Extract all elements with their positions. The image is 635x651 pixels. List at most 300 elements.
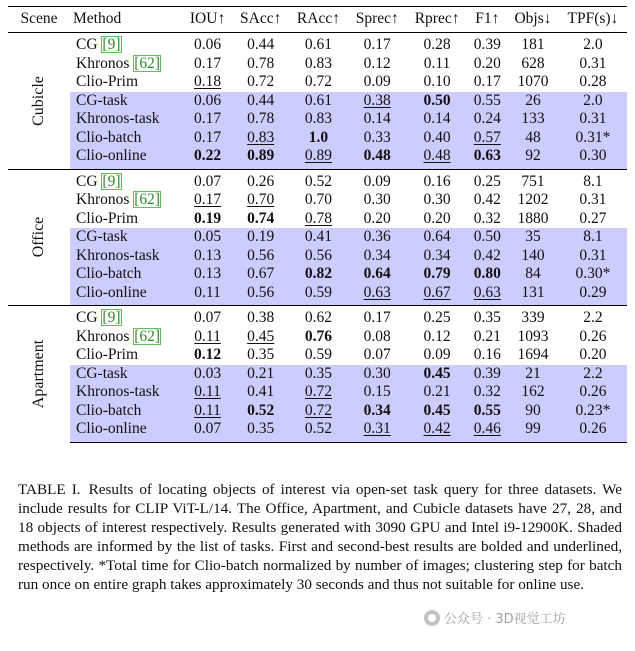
value-text: 0.12 xyxy=(193,346,222,363)
value-cell xyxy=(559,191,627,210)
value-text: 0.26 xyxy=(579,383,607,400)
value-cell xyxy=(407,420,468,442)
value-text: 0.30 xyxy=(423,191,451,208)
value-cell xyxy=(559,284,627,306)
method-name: CG-task xyxy=(76,364,128,382)
value-text: 0.39 xyxy=(473,364,501,382)
scene-label: Office xyxy=(29,216,47,258)
value-cell xyxy=(348,33,407,55)
value-cell xyxy=(183,191,233,210)
value-text: 0.41 xyxy=(304,228,332,245)
table-row xyxy=(8,147,627,169)
value-text: 0.72 xyxy=(247,73,275,90)
value-text: 0.48 xyxy=(363,147,391,164)
value-cell xyxy=(559,346,627,365)
value-text: 0.80 xyxy=(473,265,501,282)
method-cell xyxy=(70,346,183,365)
method-cell xyxy=(70,306,183,328)
value-cell xyxy=(468,365,508,384)
value-text: 0.11 xyxy=(194,383,221,400)
value-text: 0.20 xyxy=(473,54,501,72)
value-text: 0.11 xyxy=(194,401,221,419)
value-cell xyxy=(348,110,407,129)
value-text: 92 xyxy=(525,147,541,164)
value-cell xyxy=(232,265,289,284)
method-name: Khronos xyxy=(76,327,130,345)
value-text: 0.56 xyxy=(247,246,275,264)
value-cell xyxy=(183,33,233,55)
value-cell xyxy=(407,73,468,92)
value-cell xyxy=(507,55,559,74)
value-cell xyxy=(407,169,468,191)
value-cell xyxy=(289,365,348,384)
value-text: 0.29 xyxy=(579,283,607,301)
value-cell xyxy=(507,306,559,328)
value-text: 0.82 xyxy=(304,265,332,282)
value-cell xyxy=(507,420,559,442)
value-cell xyxy=(407,306,468,328)
value-text: 0.30 xyxy=(363,364,391,382)
value-text: 0.21 xyxy=(247,364,275,382)
value-text: 181 xyxy=(521,36,545,53)
table-row xyxy=(8,92,627,111)
value-cell xyxy=(407,92,468,111)
value-text: 0.21 xyxy=(473,327,501,345)
value-text: 26 xyxy=(525,91,541,109)
caption-text: Results of locating objects of interest via open-set task query for three datasets. We include results for CLIP ViT-L/14. The Office, Apartment, and Cubicle datasets have 27, 28, and 18 objects of interest respectively. Results generated with 3090 GPU and Intel i9-12900K. Shaded methods are informed by the list of tasks. First and second-best results are bolded and underlined, respectively. *Total time for Clio-batch normalized by number of images; clustering step for batch run once on entire graph takes approximately 30 seconds and thus not suitable for online use. xyxy=(18,481,622,593)
value-text: 0.89 xyxy=(247,147,275,164)
value-text: 0.11 xyxy=(194,327,221,345)
method-name: Clio-online xyxy=(76,147,147,164)
value-text: 0.52 xyxy=(304,172,332,190)
value-cell xyxy=(407,383,468,402)
value-cell xyxy=(289,383,348,402)
value-cell xyxy=(559,147,627,169)
value-text: 0.06 xyxy=(193,91,222,109)
value-cell xyxy=(183,247,233,266)
table-row xyxy=(8,228,627,247)
value-cell xyxy=(348,346,407,365)
value-cell xyxy=(507,365,559,384)
table-row xyxy=(8,110,627,129)
citation-link[interactable]: [9] xyxy=(102,309,121,326)
value-text: 0.46 xyxy=(473,420,501,437)
scene-group xyxy=(8,33,627,170)
column-header: Scene xyxy=(20,10,58,28)
value-text: 0.52 xyxy=(304,420,332,437)
value-text: 0.17 xyxy=(193,54,222,72)
value-cell xyxy=(407,129,468,148)
value-text: 162 xyxy=(521,383,545,400)
value-text: 0.38 xyxy=(363,91,391,109)
value-text: 0.32 xyxy=(473,383,501,400)
value-text: 0.20 xyxy=(579,346,607,363)
value-text: 2.0 xyxy=(583,91,603,109)
value-text: 0.64 xyxy=(423,228,451,245)
method-name: Clio-Prim xyxy=(76,73,139,90)
value-text: 0.70 xyxy=(247,191,275,208)
scene-group xyxy=(8,169,627,306)
value-cell xyxy=(232,73,289,92)
value-text: 8.1 xyxy=(583,172,603,190)
value-cell xyxy=(232,365,289,384)
value-text: 0.55 xyxy=(473,401,501,419)
value-cell xyxy=(183,365,233,384)
value-text: 0.35 xyxy=(247,420,275,437)
value-text: 0.67 xyxy=(423,283,451,301)
table-caption xyxy=(18,480,622,594)
value-text: 0.42 xyxy=(473,191,501,208)
method-cell xyxy=(70,110,183,129)
value-text: 0.67 xyxy=(247,265,275,282)
value-text: 0.31 xyxy=(579,54,607,72)
value-text: 0.39 xyxy=(473,36,501,53)
value-text: 0.13 xyxy=(193,265,222,282)
value-text: 8.1 xyxy=(583,228,603,245)
value-text: 0.07 xyxy=(363,346,391,363)
value-text: 35 xyxy=(525,228,541,245)
value-cell xyxy=(559,73,627,92)
value-text: 0.89 xyxy=(304,147,332,164)
value-text: 0.25 xyxy=(473,172,501,190)
method-name: Clio-batch xyxy=(76,265,142,282)
column-header: Rprec↑ xyxy=(414,10,460,28)
method-name: CG xyxy=(76,36,98,53)
value-cell xyxy=(407,284,468,306)
table-row xyxy=(8,402,627,421)
table-row xyxy=(8,346,627,365)
column-header: IOU↑ xyxy=(189,10,226,28)
value-text: 140 xyxy=(521,246,545,264)
value-cell xyxy=(468,147,508,169)
value-cell xyxy=(559,129,627,148)
value-cell xyxy=(289,306,348,328)
value-text: 0.72 xyxy=(304,401,332,419)
value-text: 0.12 xyxy=(363,54,391,72)
scene-cell xyxy=(8,33,70,170)
value-text: 1880 xyxy=(517,209,549,227)
value-text: 0.72 xyxy=(304,383,332,400)
value-cell xyxy=(407,247,468,266)
value-cell xyxy=(289,346,348,365)
value-cell xyxy=(183,383,233,402)
value-text: 0.45 xyxy=(423,401,451,419)
value-cell xyxy=(289,420,348,442)
value-text: 0.70 xyxy=(304,191,332,208)
value-cell xyxy=(289,328,348,347)
value-cell xyxy=(407,191,468,210)
value-cell xyxy=(507,129,559,148)
method-name: Khronos-task xyxy=(76,110,160,127)
value-text: 0.45 xyxy=(423,364,451,382)
value-text: 1070 xyxy=(517,73,549,90)
value-text: 0.31 xyxy=(579,191,607,208)
table-row xyxy=(8,169,627,191)
value-text: 0.56 xyxy=(247,283,275,301)
value-text: 0.76 xyxy=(304,327,332,345)
value-text: 0.30 xyxy=(363,191,391,208)
value-cell xyxy=(348,247,407,266)
value-text: 0.63 xyxy=(363,283,391,301)
scene-label: Cubicle xyxy=(29,75,47,126)
value-text: 0.20 xyxy=(423,209,451,227)
value-cell xyxy=(559,420,627,442)
value-text: 0.34 xyxy=(363,246,391,264)
value-text: 0.33 xyxy=(363,128,391,146)
value-cell xyxy=(289,210,348,229)
value-cell xyxy=(407,346,468,365)
method-name: Clio-Prim xyxy=(76,346,139,363)
value-text: 0.26 xyxy=(247,172,275,190)
value-text: 0.83 xyxy=(304,110,332,127)
value-cell xyxy=(468,210,508,229)
value-text: 131 xyxy=(521,283,545,301)
value-text: 0.30* xyxy=(575,265,611,282)
value-cell xyxy=(468,92,508,111)
value-text: 0.61 xyxy=(304,91,332,109)
scene-label: Apartment xyxy=(29,339,47,409)
method-cell xyxy=(70,210,183,229)
value-text: 1694 xyxy=(517,346,549,363)
value-text: 0.19 xyxy=(193,209,222,227)
method-cell xyxy=(70,383,183,402)
value-text: 0.52 xyxy=(247,401,275,419)
value-cell xyxy=(232,402,289,421)
method-cell xyxy=(70,365,183,384)
value-cell xyxy=(348,365,407,384)
value-text: 0.38 xyxy=(247,309,275,326)
value-text: 0.40 xyxy=(423,128,451,146)
table-row xyxy=(8,265,627,284)
value-text: 751 xyxy=(521,172,545,190)
value-cell xyxy=(183,228,233,247)
value-text: 0.42 xyxy=(473,246,501,264)
value-cell xyxy=(348,92,407,111)
value-cell xyxy=(559,247,627,266)
value-cell xyxy=(348,420,407,442)
value-cell xyxy=(407,33,468,55)
value-cell xyxy=(507,110,559,129)
value-cell xyxy=(468,73,508,92)
value-cell xyxy=(407,210,468,229)
value-cell xyxy=(183,346,233,365)
value-text: 0.27 xyxy=(579,209,607,227)
value-text: 0.07 xyxy=(193,309,222,326)
value-text: 0.59 xyxy=(304,283,332,301)
method-cell xyxy=(70,228,183,247)
value-cell xyxy=(468,346,508,365)
citation-link[interactable]: [9] xyxy=(102,172,121,190)
value-cell xyxy=(348,328,407,347)
value-text: 0.21 xyxy=(423,383,451,400)
value-cell xyxy=(183,169,233,191)
value-cell xyxy=(289,265,348,284)
value-cell xyxy=(348,383,407,402)
value-text: 0.31 xyxy=(579,246,607,264)
method-name: Khronos xyxy=(76,54,130,72)
value-cell xyxy=(468,383,508,402)
value-cell xyxy=(232,284,289,306)
value-cell xyxy=(289,129,348,148)
value-cell xyxy=(468,33,508,55)
value-cell xyxy=(507,92,559,111)
table-row xyxy=(8,284,627,306)
value-text: 0.59 xyxy=(304,346,332,363)
caption-label: TABLE I. xyxy=(18,481,81,498)
value-text: 0.63 xyxy=(473,147,501,164)
value-text: 90 xyxy=(525,401,541,419)
value-text: 0.18 xyxy=(193,73,222,90)
value-text: 0.09 xyxy=(423,346,451,363)
value-text: 2.2 xyxy=(583,364,603,382)
value-cell xyxy=(232,110,289,129)
value-cell xyxy=(468,169,508,191)
value-cell xyxy=(289,402,348,421)
value-text: 0.45 xyxy=(247,327,275,345)
value-text: 0.17 xyxy=(193,128,222,146)
value-cell xyxy=(289,284,348,306)
value-cell xyxy=(183,306,233,328)
method-cell xyxy=(70,247,183,266)
value-text: 1.0 xyxy=(308,128,329,146)
value-cell xyxy=(183,92,233,111)
value-text: 0.35 xyxy=(247,346,275,363)
value-cell xyxy=(232,420,289,442)
value-text: 0.44 xyxy=(247,91,275,109)
value-text: 0.34 xyxy=(423,246,451,264)
value-text: 0.15 xyxy=(363,383,391,400)
method-cell xyxy=(70,147,183,169)
value-cell xyxy=(559,33,627,55)
value-cell xyxy=(348,147,407,169)
value-cell xyxy=(232,92,289,111)
value-text: 0.78 xyxy=(247,54,275,72)
table-row xyxy=(8,55,627,74)
citation-link[interactable]: [9] xyxy=(102,36,121,53)
value-cell xyxy=(407,147,468,169)
column-header: Sprec↑ xyxy=(355,10,399,28)
value-cell xyxy=(348,284,407,306)
value-text: 0.20 xyxy=(363,209,391,227)
value-cell xyxy=(468,110,508,129)
method-cell xyxy=(70,402,183,421)
value-cell xyxy=(289,33,348,55)
value-cell xyxy=(507,328,559,347)
value-cell xyxy=(559,402,627,421)
citation-link[interactable]: [62] xyxy=(134,327,161,345)
value-cell xyxy=(348,129,407,148)
watermark xyxy=(424,608,566,627)
value-text: 48 xyxy=(525,128,541,146)
value-text: 0.31 xyxy=(363,420,391,437)
value-text: 628 xyxy=(521,54,545,72)
value-cell xyxy=(507,346,559,365)
value-text: 0.57 xyxy=(473,128,501,146)
method-name: Khronos-task xyxy=(76,246,160,264)
value-cell xyxy=(559,210,627,229)
value-cell xyxy=(348,55,407,74)
value-cell xyxy=(232,191,289,210)
value-text: 0.19 xyxy=(247,228,275,245)
value-cell xyxy=(559,55,627,74)
value-text: 0.14 xyxy=(423,110,451,127)
value-cell xyxy=(407,402,468,421)
value-cell xyxy=(468,265,508,284)
value-cell xyxy=(507,169,559,191)
value-cell xyxy=(289,247,348,266)
value-text: 0.32 xyxy=(473,209,501,227)
value-text: 0.79 xyxy=(423,265,451,282)
value-text: 0.17 xyxy=(193,110,222,127)
value-cell xyxy=(407,110,468,129)
value-cell xyxy=(468,55,508,74)
value-cell xyxy=(289,147,348,169)
table-row xyxy=(8,33,627,55)
value-text: 0.17 xyxy=(363,309,391,326)
value-text: 21 xyxy=(525,364,541,382)
value-cell xyxy=(468,402,508,421)
method-name: Clio-batch xyxy=(76,128,142,146)
value-text: 0.06 xyxy=(193,36,222,53)
method-name: Khronos-task xyxy=(76,383,160,400)
value-text: 0.10 xyxy=(423,73,451,90)
value-cell xyxy=(183,147,233,169)
value-cell xyxy=(507,402,559,421)
value-text: 0.83 xyxy=(304,54,332,72)
table-row xyxy=(8,306,627,328)
value-text: 0.72 xyxy=(304,73,332,90)
method-name: Clio-online xyxy=(76,283,147,301)
value-cell xyxy=(232,346,289,365)
value-cell xyxy=(348,191,407,210)
column-header: RAcc↑ xyxy=(296,10,340,28)
value-text: 1202 xyxy=(517,191,549,208)
value-cell xyxy=(348,169,407,191)
value-cell xyxy=(507,191,559,210)
value-text: 0.35 xyxy=(473,309,501,326)
citation-link[interactable]: [62] xyxy=(134,54,161,72)
method-cell xyxy=(70,191,183,210)
value-text: 0.11 xyxy=(423,54,451,72)
value-text: 0.31 xyxy=(579,110,607,127)
value-cell xyxy=(183,420,233,442)
column-header: Objs↓ xyxy=(514,10,552,28)
value-cell xyxy=(559,265,627,284)
method-name: Clio-batch xyxy=(76,401,142,419)
value-cell xyxy=(289,191,348,210)
value-cell xyxy=(348,73,407,92)
results-table xyxy=(8,6,627,443)
value-cell xyxy=(183,110,233,129)
method-name: CG xyxy=(76,172,98,190)
value-text: 0.14 xyxy=(363,110,391,127)
value-text: 0.17 xyxy=(363,36,391,53)
citation-link[interactable]: [62] xyxy=(134,191,161,208)
method-name: Clio-online xyxy=(76,420,147,437)
value-text: 0.41 xyxy=(247,383,275,400)
value-text: 0.26 xyxy=(579,420,607,437)
scene-cell xyxy=(8,306,70,443)
value-cell xyxy=(507,228,559,247)
value-text: 0.35 xyxy=(304,364,332,382)
table-row xyxy=(8,247,627,266)
value-cell xyxy=(183,129,233,148)
value-cell xyxy=(183,284,233,306)
value-cell xyxy=(507,147,559,169)
value-text: 0.28 xyxy=(579,73,607,90)
value-cell xyxy=(559,383,627,402)
column-header: Method xyxy=(73,10,122,28)
